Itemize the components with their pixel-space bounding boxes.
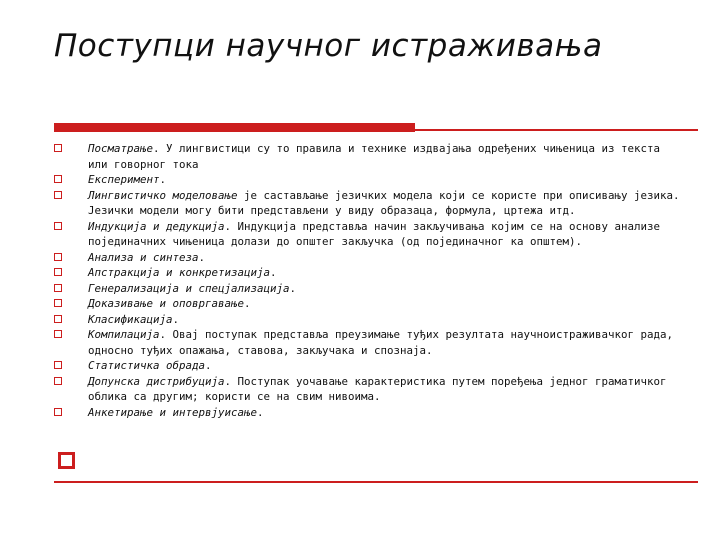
list-item: [54, 219, 694, 250]
list-item: [54, 188, 694, 219]
list-item: [54, 172, 694, 188]
square-bullet-icon: [54, 144, 62, 152]
item-term: Доказивање и оповргавање: [88, 297, 245, 310]
list-item: [54, 250, 694, 266]
slide-title: Поступци научног истраживања: [54, 28, 603, 64]
item-term: Индукција и дедукција: [88, 219, 225, 233]
list-item: [54, 265, 694, 281]
list-item: [54, 358, 694, 374]
footer-rule: [54, 481, 698, 483]
item-description: .: [159, 173, 167, 186]
item-description: . Поступак уочавање карактеристика путем поређења једног граматичког облика са другим; користи се на свим нивоима.: [88, 374, 667, 403]
list-item: [54, 327, 694, 358]
list-item: [54, 312, 694, 328]
empty-bullet-placeholder-icon: [58, 452, 75, 469]
item-description: је састављање језичких модела који се користе при описивању језика. Језички модели могу бити представљени у виду образаца, формула, цртежа итд.: [88, 188, 680, 217]
item-description: .: [270, 266, 277, 279]
item-term: Експеримент: [88, 173, 160, 186]
item-term: Анализа и синтеза: [88, 250, 199, 264]
item-description: .: [289, 281, 297, 295]
item-description: . Овај поступак представља преузимање туђих резултата научноистраживачког рада, односно туђих опажања, ставова, закључака и спознаја.: [88, 328, 674, 357]
title-underline-thin: [54, 129, 698, 131]
item-description: . Индукција представља начин закључивања којим се на основу анализе појединачних чињеница долази до општег закључка (од појединачног ка општем).: [88, 219, 661, 248]
item-description: .: [172, 312, 180, 326]
item-description: .: [257, 405, 264, 419]
square-bullet-icon: [54, 191, 62, 199]
item-term: Класификација: [88, 312, 173, 326]
item-term: Посматрање: [88, 142, 154, 155]
square-bullet-icon: [54, 222, 62, 230]
square-bullet-icon: [54, 377, 62, 385]
item-description: . У лингвистици су то правила и технике издвајања одређених чињеница из текста или говорног тока: [88, 142, 661, 171]
bullet-list: [54, 141, 694, 420]
square-bullet-icon: [54, 175, 62, 183]
item-description: .: [244, 297, 251, 310]
item-term: Допунска дистрибуција: [88, 374, 225, 388]
list-item: [54, 296, 694, 312]
list-item: [54, 405, 694, 421]
list-item: [54, 281, 694, 297]
square-bullet-icon: [54, 299, 62, 307]
square-bullet-icon: [54, 315, 62, 323]
item-term: Анкетирање и интервјуисање: [88, 405, 258, 419]
item-description: .: [205, 359, 212, 372]
square-bullet-icon: [54, 268, 62, 276]
square-bullet-icon: [54, 361, 62, 369]
item-term: Апстракција и конкретизација: [88, 266, 271, 279]
square-bullet-icon: [54, 284, 62, 292]
list-item: [54, 141, 694, 172]
list-item: [54, 374, 694, 405]
item-term: Лингвистичко моделовање: [88, 188, 238, 202]
item-description: .: [198, 250, 206, 264]
item-term: Компилација: [88, 328, 160, 341]
item-term: Генерализација и спецјализација: [88, 281, 290, 295]
square-bullet-icon: [54, 253, 62, 261]
square-bullet-icon: [54, 330, 62, 338]
square-bullet-icon: [54, 408, 62, 416]
item-term: Статистичка обрада: [88, 359, 206, 372]
